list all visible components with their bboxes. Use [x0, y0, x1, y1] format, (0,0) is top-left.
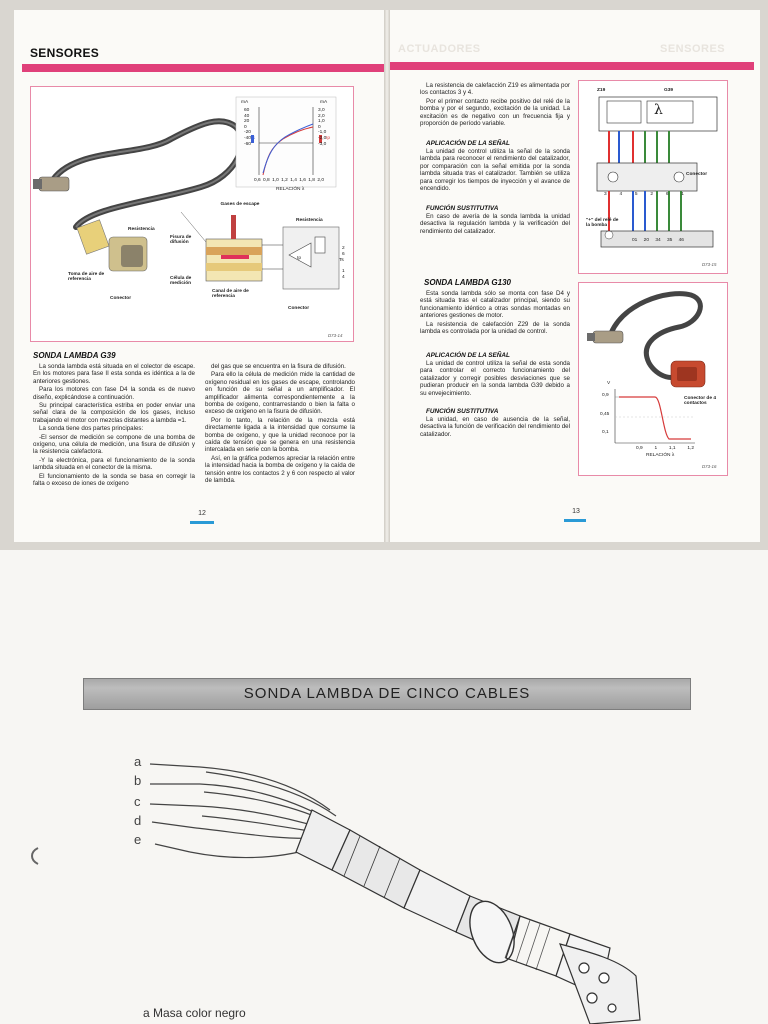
graph-left-tick: 60 — [244, 108, 250, 113]
circuit-pin: 3 — [604, 192, 607, 197]
circuit-pin: 2 — [650, 192, 654, 197]
wire-label: d — [134, 813, 142, 828]
header-bar-right — [390, 62, 754, 70]
graph-x-tick: 1,0 — [272, 178, 279, 183]
wire-caption: a Masa color negro — [143, 1006, 246, 1020]
label-fisura: Fisura de difusión — [170, 235, 192, 245]
paragraph: La sonda lambda está situada en el colector de escape. En los motores para fase II esta sonda es idéntica a la de anteriores gestiones. — [33, 363, 195, 385]
paragraph: Así, en la gráfica podemos apreciar la relación entre la intensidad hacia la bomba de oxígeno y la caída de tensión entre los contactos 2 y 6 con respecto al valor de lambda. — [205, 454, 355, 485]
label-toma-aire: Toma de aire de referencia — [68, 272, 105, 282]
page-number-bar-right — [564, 519, 586, 522]
paragraph: La sonda tiene dos partes principales: — [39, 425, 144, 433]
paragraph: -Y la electrónica, para el funcionamiento de la sonda lambda situada en el conector de la misma. — [33, 456, 195, 472]
label-g39: G39 — [664, 88, 674, 93]
paragraph: La unidad, en caso de ausencia de la señal, desactiva la función de verificación del rendimiento del catalizador. — [420, 416, 570, 438]
page-number-bar-left — [190, 521, 214, 524]
label-gases-escape: Gases de escape — [220, 202, 260, 207]
graph-right-tick: -3,0 — [318, 141, 327, 147]
graph2-y-tick: 0,9 — [602, 393, 609, 398]
sensor-illustration — [31, 87, 353, 341]
graph-left-tick: -40 — [244, 135, 251, 141]
wire-label: b — [134, 773, 142, 788]
paragraph: La unidad de control utiliza la señal de esta sonda para controlar el correcto funcionamiento del catalizador y corregir posibles desviaciones que se pudieran producir en la sonda lambda G39 debido a su envejecimiento. — [420, 360, 570, 397]
paragraph: La resistencia de calefacción Z19 es alimentada por los contactos 3 y 4. — [420, 82, 570, 97]
graph-x-label: RELACIÓN λ — [276, 187, 305, 192]
ghost-heading-left: ACTUADORES — [398, 43, 481, 55]
graph-right-tick: -1,0 — [318, 130, 327, 136]
right-intro-text — [420, 82, 570, 128]
paragraph: Por el primer contacto recibe positivo del relé de la bomba y por el segundo, excitación de la unidad. La excitación es de negativo con un frecuencia fija y proporción de período variable. — [420, 97, 570, 128]
graph-left-tick: -20 — [244, 130, 251, 136]
graph-left-unit: mA — [241, 100, 249, 105]
graph-right-tick: 1,0 — [318, 119, 325, 125]
label-conector-4: Conector de 4 contactos — [684, 396, 716, 406]
label-resistencia-right: Resistencia — [296, 218, 323, 223]
graph-x-tick: 1,6 — [299, 178, 306, 183]
circuit-pin: 1 — [681, 192, 684, 197]
text-aplicacion — [420, 148, 570, 193]
graph2-x-tick: 0,9 — [636, 446, 643, 451]
circuit-bottom-pins — [632, 238, 684, 244]
section-title-g130: SONDA LAMBDA G130 — [424, 278, 511, 287]
figure-frame-g39 — [30, 86, 354, 342]
graph2-x-tick: 1,1 — [668, 446, 676, 451]
section-title-g39: SONDA LAMBDA G39 — [33, 351, 116, 360]
five-wire-sensor-drawing — [0, 720, 768, 1024]
paragraph: El funcionamiento de la sonda se basa en corregir la falta o exceso de iones de oxígeno — [33, 472, 195, 488]
graph-ts-label: Ts — [250, 136, 255, 141]
figure-ref-code: D73-14 — [328, 333, 343, 338]
text-aplicacion-2 — [420, 360, 570, 398]
circuit-pin: 34 — [655, 238, 661, 243]
circuit-ref-code: D73-15 — [702, 262, 717, 267]
paragraph: Para ello la célula de medición mide la cantidad de oxígeno residual en los gases de escape, controlando en función de su señal a un amplificador. El amplificador alimenta correspondientemente a la bomba de oxígeno, contrarrestando o bien la falta o exceso de oxígeno en la fisura de difusión. — [205, 371, 355, 416]
paragraph: -El sensor de medición se compone de una bomba de oxígeno, una célula de medición, una fisura de difusión y la resistencia calefactora. — [33, 433, 195, 456]
circuit-pin: 20 — [643, 238, 649, 243]
label-ts: Ts — [339, 258, 344, 263]
header-bar-left — [22, 64, 384, 72]
circuit-top-pins — [604, 192, 684, 198]
subtitle-aplicacion-2: APLICACIÓN DE LA SEÑAL — [426, 352, 510, 359]
graph-right-tick: 0 — [318, 124, 321, 130]
label-conector-right: Conector — [288, 306, 310, 311]
text-column-2 — [205, 363, 355, 486]
graph-x-tick: 2,0 — [317, 178, 324, 183]
paragraph: Por lo tanto, la relación de la mezcla está directamente ligada a la intensidad que consume la bomba de oxígeno, y que la unidad reconoce por la caída de tensión que se genera en una resistencia intercalada en serie con la bomba. — [205, 416, 355, 454]
label-rele: "+" del relé de la bomba — [586, 218, 619, 228]
text-funcion-2 — [420, 416, 570, 439]
graph-left-tick: -60 — [244, 141, 251, 147]
paragraph: Para los motores con fase D4 la sonda es de nuevo diseño, explicándose a continuación. — [33, 386, 195, 401]
graph-x-tick: 0,8 — [263, 178, 270, 183]
graph-right-tick: 3,0 — [318, 108, 325, 113]
graph-right-ticks — [318, 108, 334, 147]
text-g130 — [420, 290, 570, 336]
subtitle-funcion-2: FUNCIÓN SUSTITUTIVA — [426, 408, 499, 415]
pin-labels — [342, 246, 345, 280]
lambda-symbol: λ — [654, 102, 663, 118]
graph-left-tick: 40 — [244, 113, 250, 119]
graph-right-tick: 2,0 — [318, 113, 325, 119]
wire-label: e — [134, 832, 142, 847]
pin-label: 1 — [342, 269, 345, 275]
paragraph: La unidad de control utiliza la señal de la sonda lambda para reconocer el rendimiento del catalizador, por comparación con la señal emitida por la sonda lambda situada tras el catalizador. También se utiliza para corregir los tiempos de inyección y el avance de encendido. — [420, 148, 570, 193]
graph-left-tick: 20 — [244, 119, 250, 125]
text-funcion — [420, 213, 570, 236]
text-column-1 — [33, 363, 195, 489]
graph2-x-tick: 1 — [654, 446, 658, 451]
label-canal: Canal de aire de referencia — [212, 289, 249, 299]
label-z19: Z19 — [597, 88, 606, 93]
ghost-heading-right: SENSORES — [660, 43, 726, 55]
graph-left-tick: 0 — [244, 124, 247, 130]
paragraph: Su principal característica estriba en poder enviar una señal clara de la composición de los gases, incluso trabajando el motor con mezclas distantes a lambda =1. — [33, 402, 195, 424]
circuit-pin: 01 — [632, 238, 638, 243]
graph-right-unit: mA — [320, 100, 328, 105]
graph2-y-tick: 0,1 — [602, 430, 609, 435]
graph2-x-ticks — [636, 446, 694, 452]
graph-left-ticks — [244, 108, 258, 147]
page-number-left: 12 — [198, 510, 206, 517]
circuit-pin: 46 — [678, 238, 684, 243]
graph-x-tick: 1,8 — [308, 178, 315, 183]
wire-label: a — [134, 754, 142, 769]
circuit-diagram — [579, 81, 727, 273]
book-gutter — [384, 10, 390, 542]
circuit-pin: 4 — [619, 192, 623, 197]
circuit-pin: 35 — [666, 238, 673, 243]
graph-x-tick: 0,6 — [254, 178, 261, 183]
graph2-x-label: RELACIÓN λ — [646, 453, 675, 458]
graph-x-ticks — [254, 178, 324, 184]
graph-ip-label: Ip — [326, 136, 331, 141]
paragraph: Esta sonda lambda sólo se monta con fase D4 y está situada tras el catalizador principal, siendo su funcionamiento idéntico a otras sondas montadas en anteriores gestiones de motor. — [420, 290, 570, 320]
subtitle-funcion: FUNCIÓN SUSTITUTIVA — [426, 205, 499, 212]
pin-label: 2 — [342, 246, 345, 251]
circuit-pin: 6 — [665, 192, 669, 197]
graph2-x-tick: 1,2 — [687, 446, 694, 451]
subtitle-aplicacion: APLICACIÓN DE LA SEÑAL — [426, 140, 510, 147]
graph2-y-tick: 0,45 — [600, 412, 610, 417]
label-celula: Célula de medición — [170, 276, 192, 286]
graph2-y-unit: V — [607, 381, 611, 386]
graph-right-tick: -2,0 — [318, 135, 327, 141]
title-banner — [83, 678, 691, 710]
circuit-diagram-frame — [578, 80, 728, 274]
label-resistencia-left: Resistencia — [128, 227, 155, 232]
page-heading: SENSORES — [30, 46, 100, 60]
graph-x-tick: 1,4 — [290, 178, 297, 183]
label-ip: Ip — [297, 256, 302, 261]
paragraph: En caso de avería de la sonda lambda la unidad desactiva la regulación lambda y la verificación del rendimiento del catalizador. — [420, 213, 570, 235]
graph-x-tick: 1,2 — [281, 178, 288, 183]
pin-label: 6 — [342, 251, 345, 257]
label-conector-circuit: Conector — [686, 172, 708, 177]
label-conector-left: Conector — [110, 296, 132, 301]
wire-label: c — [134, 794, 141, 809]
graph2-ref-code: D73-16 — [702, 464, 717, 469]
paragraph: La resistencia de calefacción Z29 de la sonda lambda es controlada por la unidad de control. — [420, 320, 570, 336]
banner-title: SONDA LAMBDA DE CINCO CABLES — [243, 685, 531, 702]
page-number-right: 13 — [572, 508, 580, 515]
circuit-pin: 5 — [634, 192, 638, 197]
paragraph: del gas que se encuentra en la fisura de difusión. — [211, 363, 346, 370]
pin-label: 4 — [342, 274, 345, 280]
